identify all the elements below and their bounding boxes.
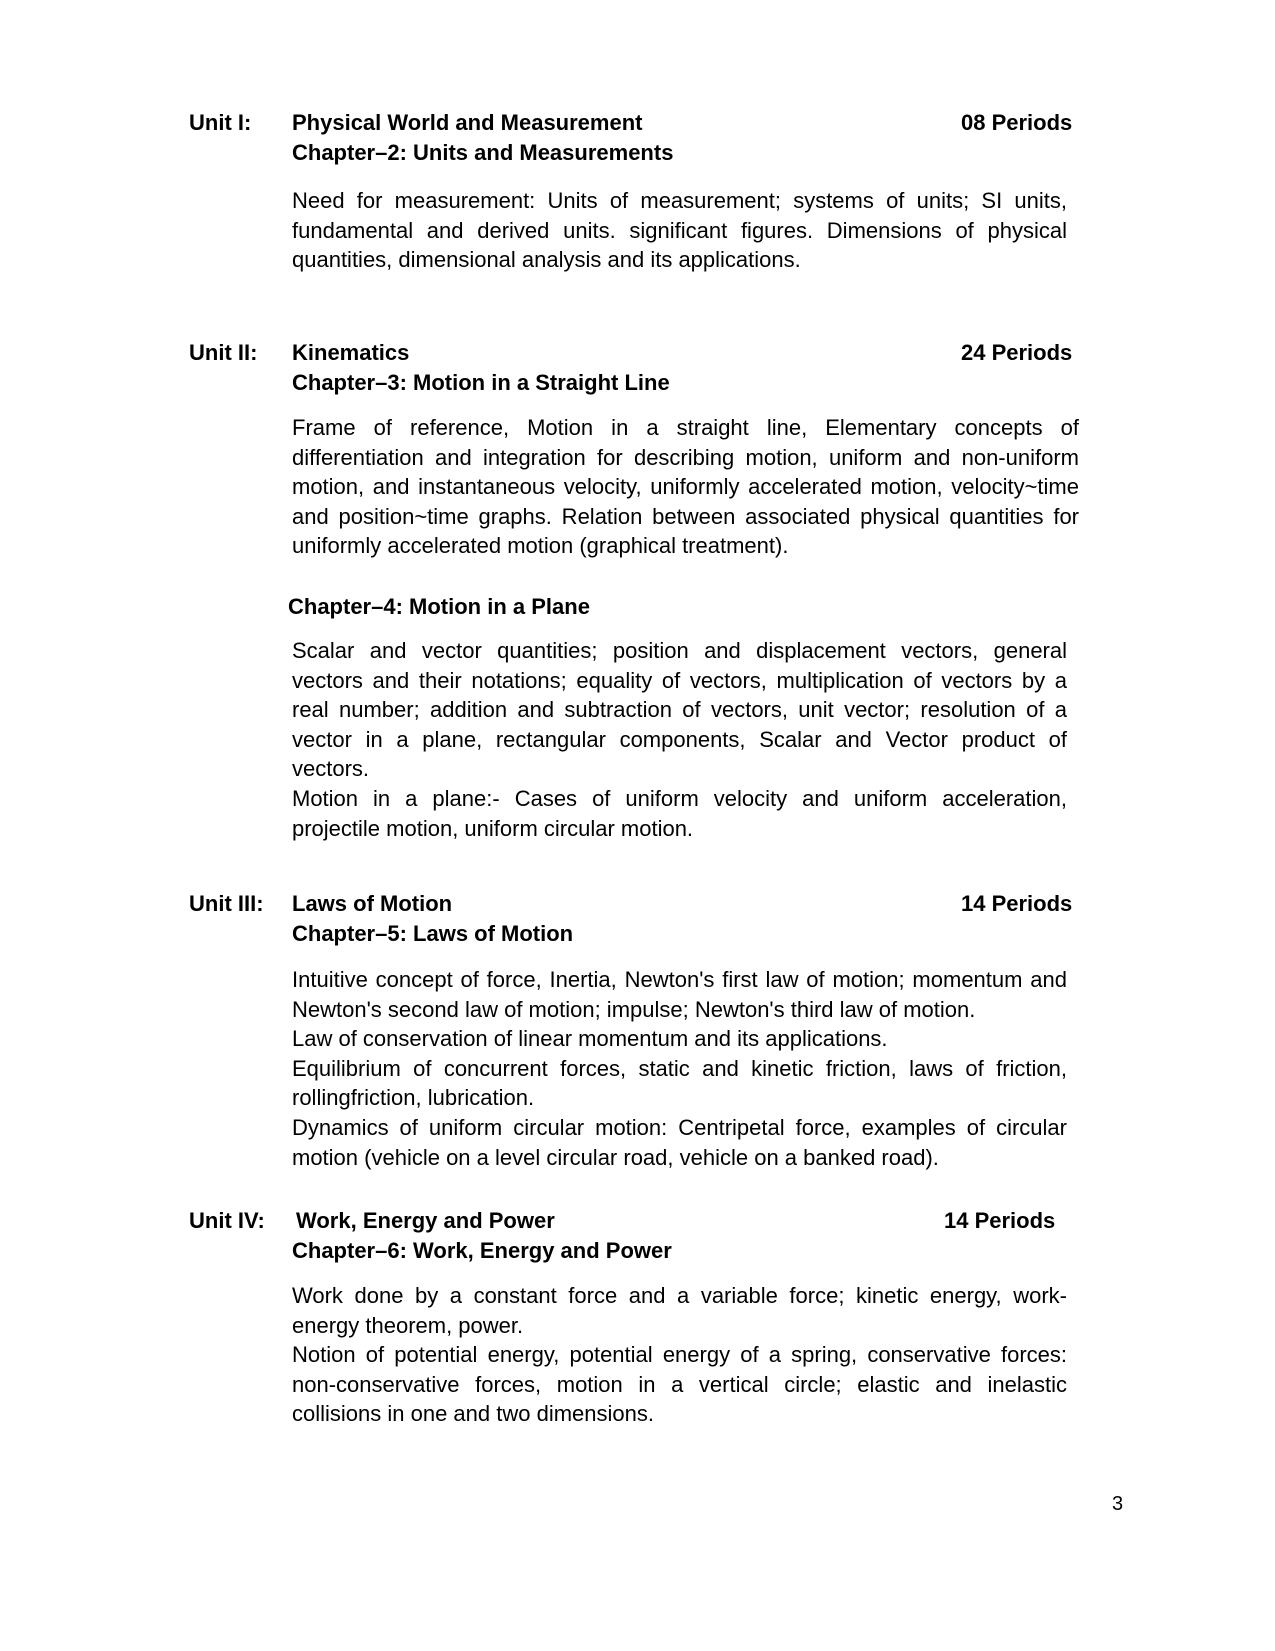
paragraph: Work done by a constant force and a variable force; kinetic energy, work-energy theorem, power. — [292, 1283, 1067, 1338]
unit-title: Kinematics — [292, 340, 410, 365]
paragraph: Law of conservation of linear momentum and its applications. — [292, 1026, 888, 1052]
unit-label: Unit I: — [189, 110, 252, 135]
unit-periods: 24 Periods — [961, 340, 1073, 365]
unit-periods: 08 Periods — [961, 110, 1073, 135]
chapter-description — [292, 636, 1067, 843]
unit-label: Unit II: — [189, 340, 258, 365]
chapter-title: Chapter–5: Laws of Motion — [292, 921, 574, 946]
paragraph: Frame of reference, Motion in a straight line, Elementary concepts of differentiation and integration for describing motion, uniform and non-uniform motion, and instantaneous velocity, uniformly accelerated motion, velocity~time and position~time graphs. Relation between associated physical quantities for uniformly accelerated motion (graphical treatment). — [292, 415, 1079, 559]
chapter-title: Chapter–6: Work, Energy and Power — [292, 1238, 672, 1263]
chapter-description — [292, 413, 1079, 561]
unit-label: Unit IV: — [189, 1208, 265, 1233]
unit-title: Laws of Motion — [292, 891, 453, 916]
unit-periods: 14 Periods — [961, 891, 1073, 916]
paragraph: Motion in a plane:- Cases of uniform velocity and uniform acceleration, projectile motion, uniform circular motion. — [292, 785, 1067, 841]
paragraph: Notion of potential energy, potential energy of a spring, conservative forces: non-conservative forces, motion in a vertical circle; elastic and inelastic collisions in one and two dimensions. — [292, 1342, 1067, 1427]
paragraph: Need for measurement: Units of measurement; systems of units; SI units, fundamental and derived units. significant figures. Dimensions of physical quantities, dimensional analysis and its applications. — [292, 188, 1067, 273]
chapter-title: Chapter–4: Motion in a Plane — [288, 594, 590, 619]
chapter-title: Chapter–3: Motion in a Straight Line — [292, 370, 670, 395]
paragraph: Dynamics of uniform circular motion: Centripetal force, examples of circular motion (vehicle on a level circular road, vehicle on a banked road). — [292, 1114, 1067, 1170]
paragraph: Equilibrium of concurrent forces, static and kinetic friction, laws of friction, rollingfriction, lubrication. — [292, 1055, 1067, 1111]
paragraph: Scalar and vector quantities; position and displacement vectors, general vectors and their notations; equality of vectors, multiplication of vectors by a real number; addition and subtraction of vectors, unit vector; resolution of a vector in a plane, rectangular components, Scalar and Vector product of vectors. — [292, 638, 1067, 782]
unit-periods: 14 Periods — [944, 1208, 1056, 1233]
unit-title: Physical World and Measurement — [292, 110, 643, 135]
chapter-description — [292, 186, 1067, 275]
chapter-title: Chapter–2: Units and Measurements — [292, 140, 674, 165]
chapter-description — [292, 965, 1067, 1172]
paragraph: Intuitive concept of force, Inertia, Newton's first law of motion; momentum and Newton's second law of motion; impulse; Newton's third law of motion. — [292, 967, 1067, 1022]
unit-label: Unit III: — [189, 891, 264, 916]
unit-title: Work, Energy and Power — [296, 1208, 555, 1233]
chapter-description — [292, 1281, 1067, 1429]
page-number: 3 — [1112, 1493, 1124, 1515]
